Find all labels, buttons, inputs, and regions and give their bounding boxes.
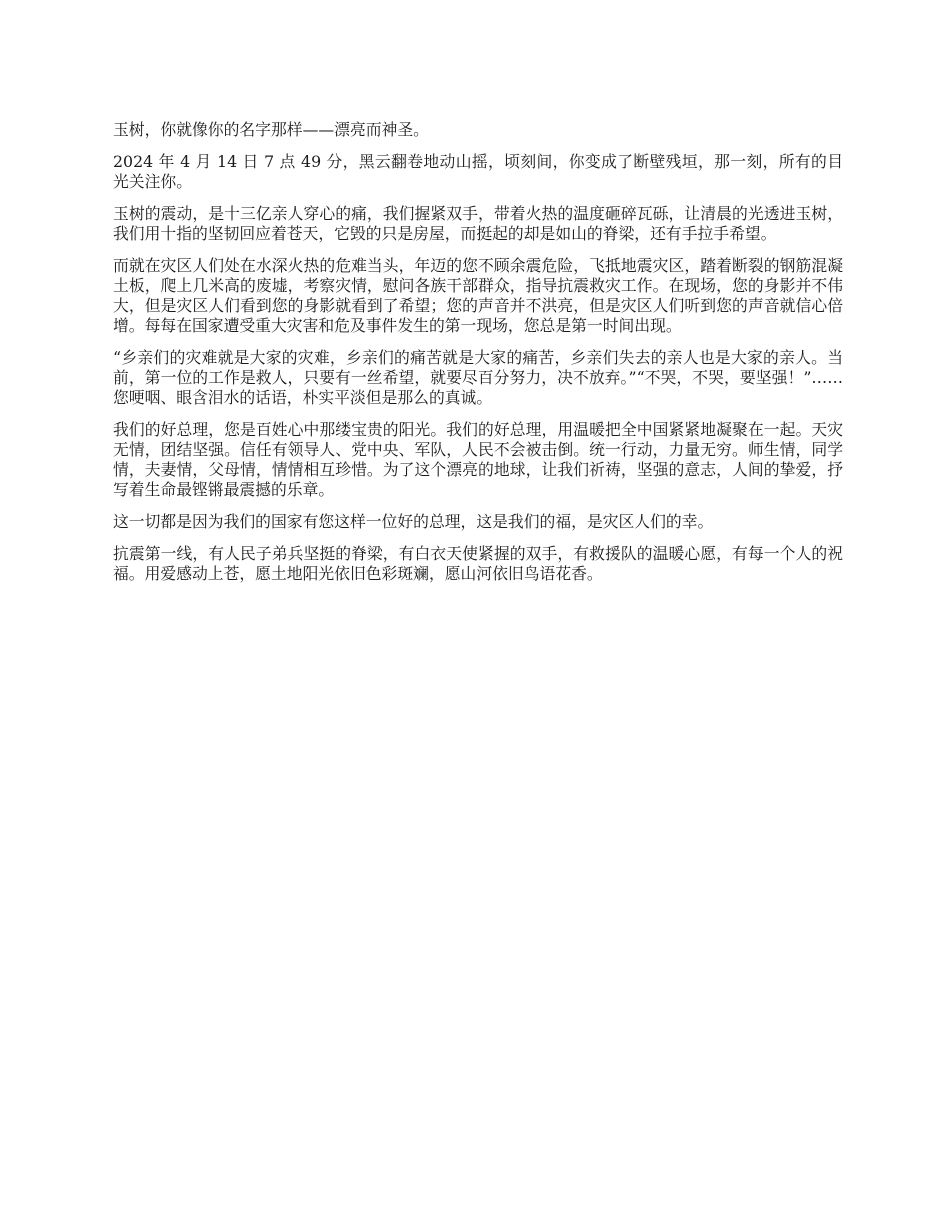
document-body [113, 120, 843, 596]
paragraph-quote: “乡亲们的灾难就是大家的灾难，乡亲们的痛苦就是大家的痛苦，乡亲们失去的亲人也是大家的亲人。当前，第一位的工作是救人，只要有一丝希望，就要尽百分努力，决不放弃。”“不哭，不哭，要坚强！”……您哽咽、眼含泪水的话语，朴实平淡但是那么的真诚。 [113, 348, 843, 407]
paragraph-earthquake-time: 2024 年 4 月 14 日 7 点 49 分，黑云翻卷地动山摇，顷刻间，你变成了断壁残垣，那一刻，所有的目光关注你。 [113, 152, 843, 191]
paragraph-pain: 玉树的震动，是十三亿亲人穿心的痛，我们握紧双手，带着火热的温度砸碎瓦砾，让清晨的光透进玉树，我们用十指的坚韧回应着苍天，它毁的只是房屋，而挺起的却是如山的脊梁，还有手拉手希望。 [113, 204, 843, 243]
paragraph-intro: 玉树，你就像你的名字那样——漂亮而神圣。 [113, 120, 429, 139]
paragraph-blessing: 这一切都是因为我们的国家有您这样一位好的总理，这是我们的福，是灾区人们的幸。 [113, 512, 714, 531]
paragraph-good-premier: 我们的好总理，您是百姓心中那缕宝贵的阳光。我们的好总理，用温暖把全中国紧紧地凝聚在一起。天灾无情，团结坚强。信任有领导人、党中央、军队，人民不会被击倒。统一行动，力量无穷。师生情，同学情，夫妻情，父母情，情情相互珍惜。为了这个漂亮的地球，让我们祈祷，坚强的意志，人间的挚爱，抒写着生命最铿锵最震撼的乐章。 [113, 420, 843, 499]
paragraph-premier-visit: 而就在灾区人们处在水深火热的危难当头，年迈的您不顾余震危险，飞抵地震灾区，踏着断裂的钢筋混凝土板，爬上几米高的废墟，考察灾情，慰问各族干部群众，指导抗震救灾工作。在现场，您的身影并不伟大，但是灾区人们看到您的身影就看到了希望；您的声音并不洪亮，但是灾区人们听到您的声音就信心倍增。每每在国家遭受重大灾害和危及事件发生的第一现场，您总是第一时间出现。 [113, 256, 843, 335]
paragraph-front-line: 抗震第一线，有人民子弟兵坚挺的脊梁，有白衣天使紧握的双手，有救援队的温暖心愿，有每一个人的祝福。用爱感动上苍，愿土地阳光依旧色彩斑斓，愿山河依旧鸟语花香。 [113, 544, 843, 583]
